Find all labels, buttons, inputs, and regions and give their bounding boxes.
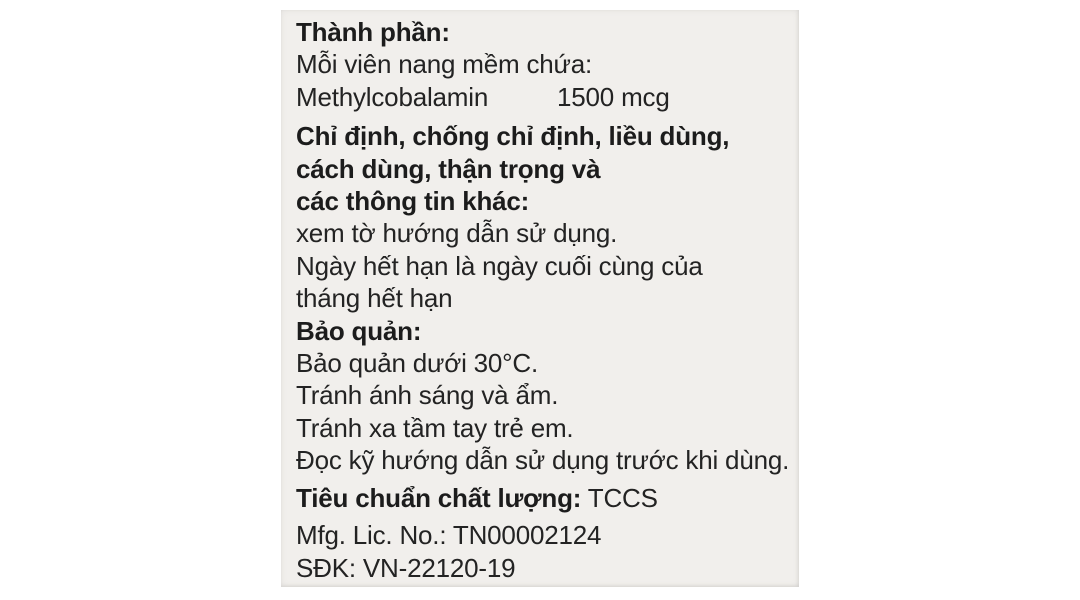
indications-text: xem tờ hướng dẫn sử dụng.: [296, 218, 618, 249]
storage-line4: Đọc kỹ hướng dẫn sử dụng trước khi dùng.: [296, 445, 790, 476]
indications-heading-line1: Chỉ định, chống chỉ định, liều dùng,: [296, 121, 730, 152]
composition-intro: Mỗi viên nang mềm chứa:: [296, 49, 593, 80]
ingredient-name: Methylcobalamin: [296, 81, 489, 112]
storage-line2: Tránh ánh sáng và ẩm.: [296, 380, 559, 411]
storage-line3: Tránh xa tầm tay trẻ em.: [296, 412, 574, 443]
quality-label: Tiêu chuẩn chất lượng:: [296, 482, 582, 513]
indications-heading-line2: cách dùng, thận trọng và: [296, 153, 601, 184]
storage-line1: Bảo quản dưới 30°C.: [296, 348, 538, 379]
ingredient-amount: 1500 mcg: [557, 81, 670, 112]
expiry-line2: tháng hết hạn: [296, 283, 453, 314]
quality-value: TCCS: [587, 482, 658, 513]
mfg-license: Mfg. Lic. No.: TN00002124: [296, 520, 602, 551]
ingredient-row: [296, 81, 791, 113]
medicine-box-label-panel: [281, 10, 799, 587]
expiry-line1: Ngày hết hạn là ngày cuối cùng của: [296, 250, 703, 281]
composition-heading: Thành phần:: [296, 17, 450, 47]
storage-heading: Bảo quản:: [296, 315, 422, 346]
registration-number: SĐK: VN-22120-19: [296, 552, 516, 583]
quality-row: [296, 482, 791, 514]
indications-heading-line3: các thông tin khác:: [296, 186, 530, 217]
